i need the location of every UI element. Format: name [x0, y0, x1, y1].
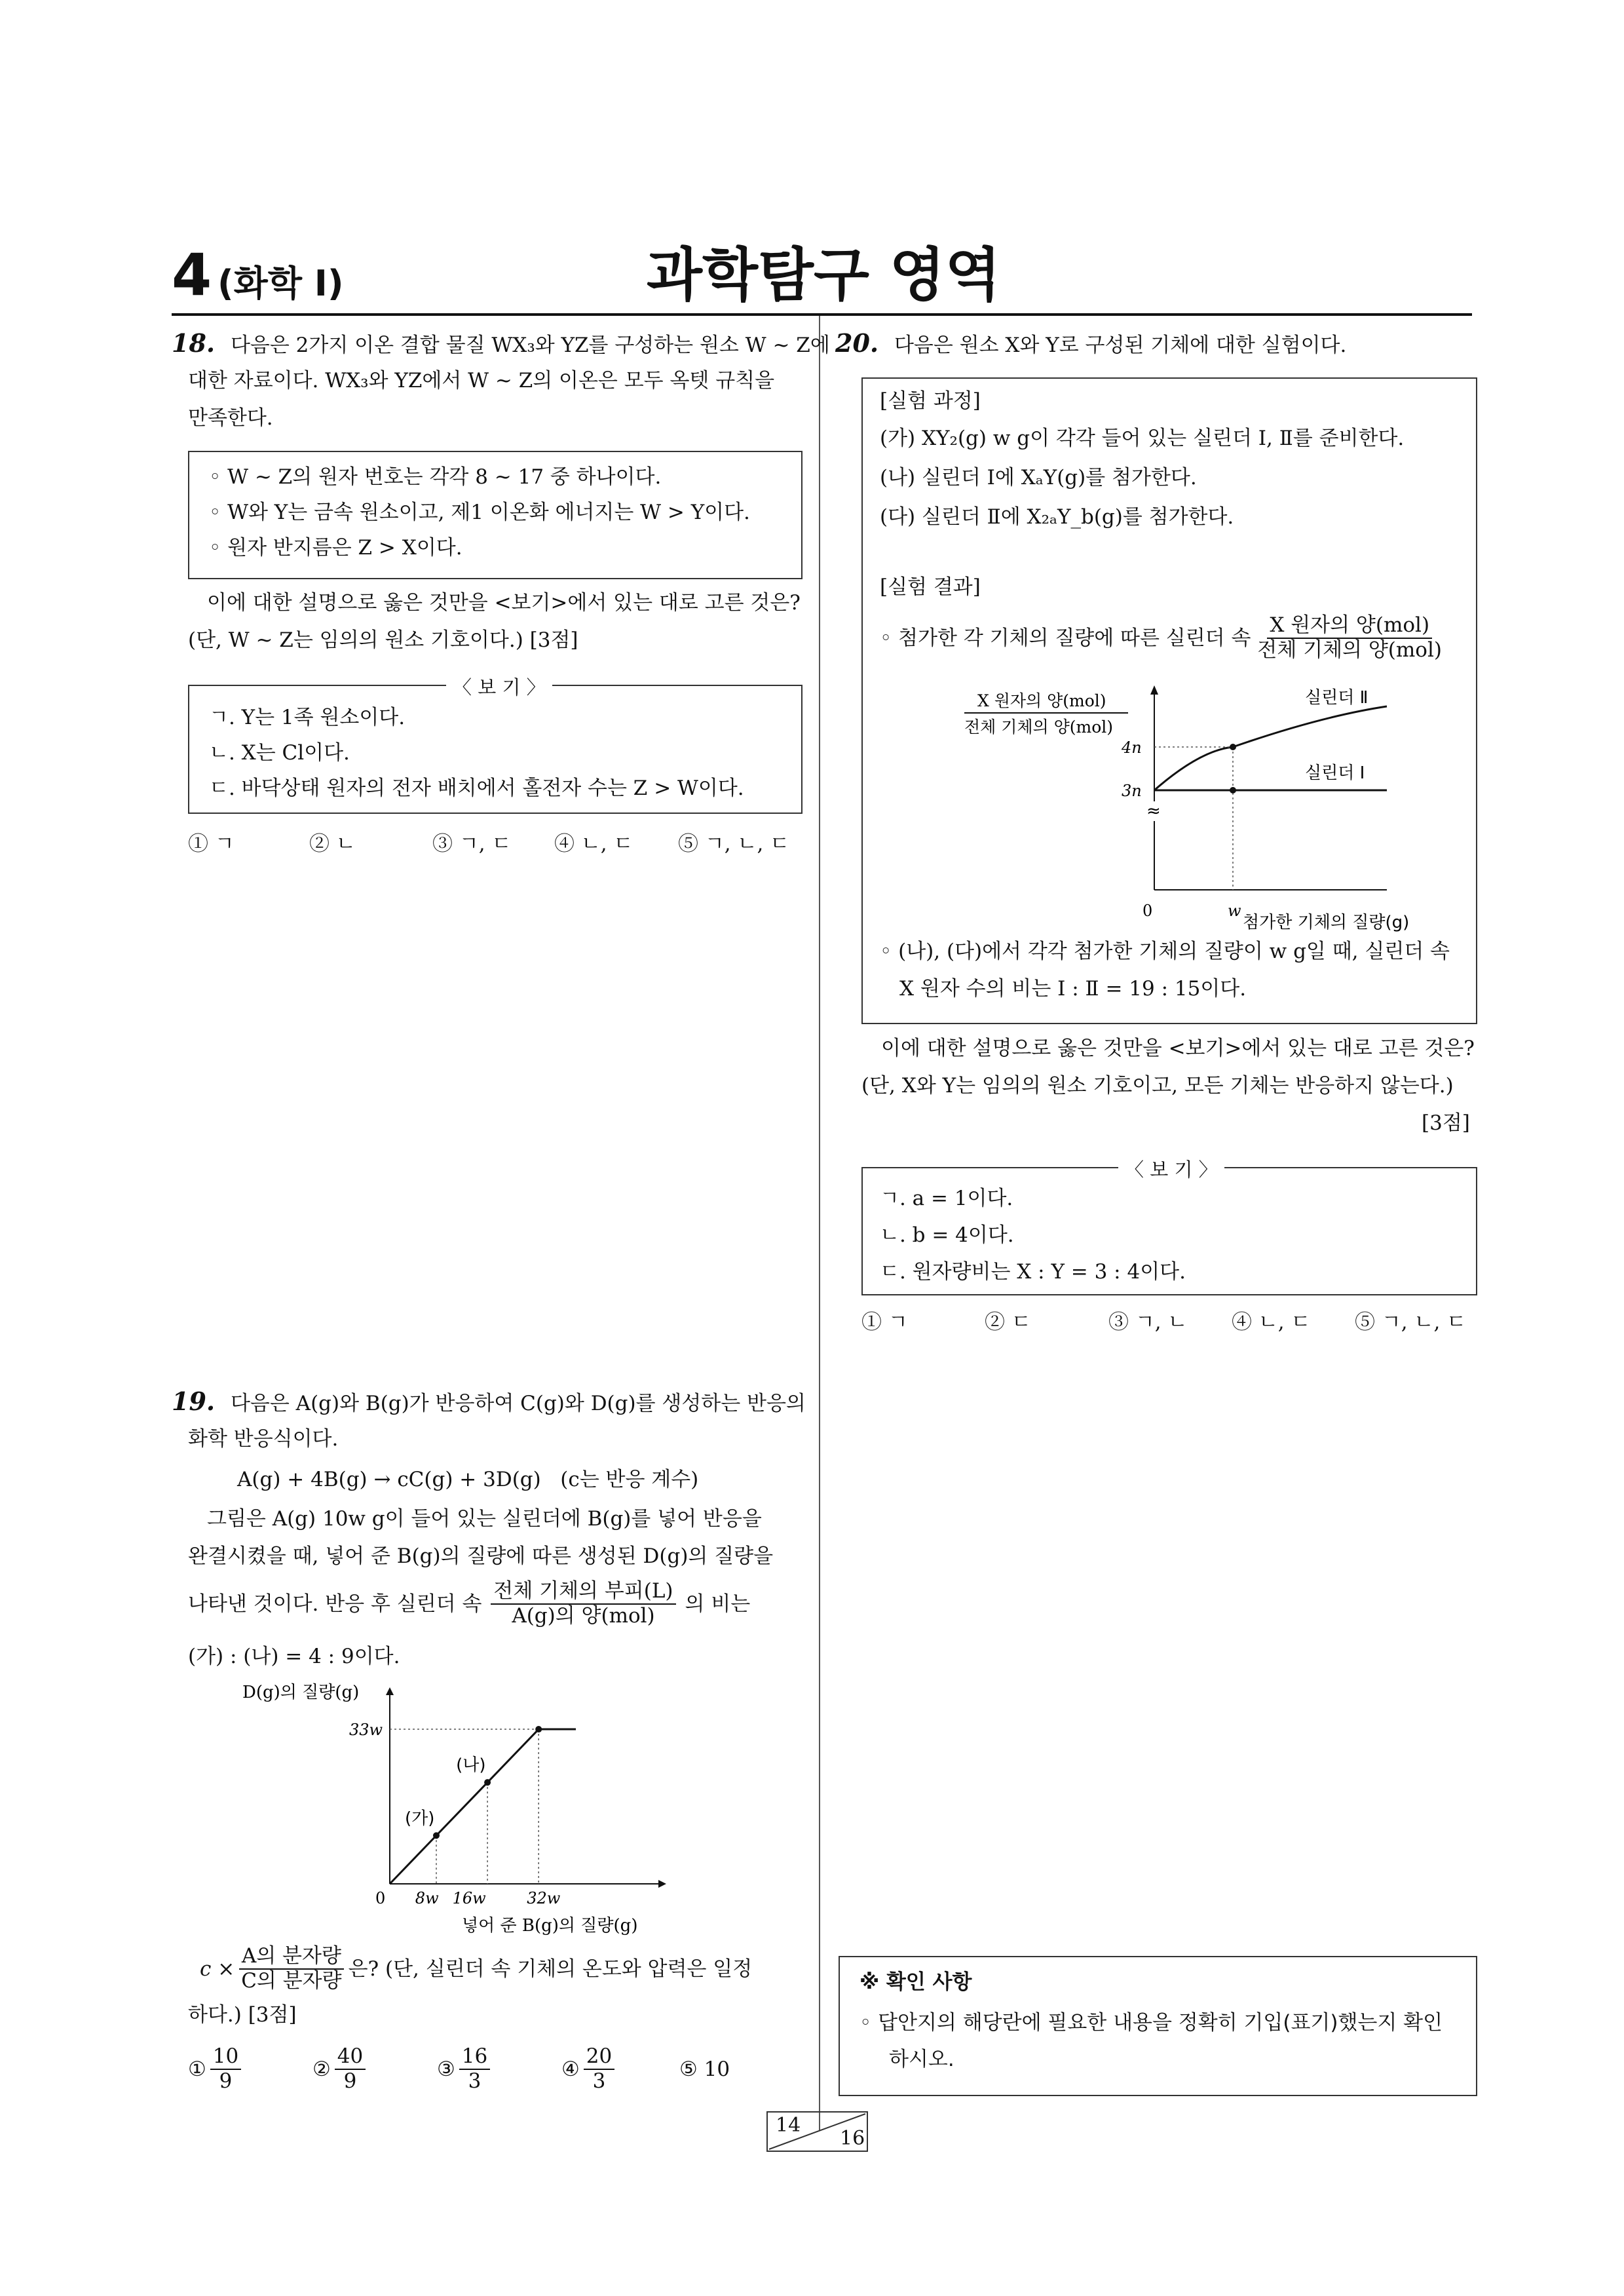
q19-ask-pre: c ×	[200, 1957, 235, 1981]
q18-question-2: (단, W ~ Z는 임의의 원소 기호이다.) [3점]	[188, 628, 578, 652]
q19-desc-2: 완결시켰을 때, 넣어 준 B(g)의 질량에 따른 생성된 D(g)의 질량을	[188, 1544, 774, 1568]
q20-proc-1: (가) XY₂(g) w g이 각각 들어 있는 실린더 Ⅰ, Ⅱ를 준비한다.	[880, 427, 1405, 450]
q20-res-2a: ◦ (나), (다)에서 각각 첨가한 기체의 질량이 w g일 때, 실린더 속	[880, 940, 1450, 963]
q20-points: [3점]	[1422, 1111, 1470, 1135]
annotation-point	[484, 1779, 491, 1786]
q20-bogi-3: ㄷ. 원자량비는 X : Y = 3 : 4이다.	[880, 1260, 1186, 1284]
x-tick-label: 16w	[452, 1889, 486, 1907]
annotation-label: (나)	[456, 1755, 486, 1776]
fraction-denominator: A(g)의 양(mol)	[512, 1604, 655, 1628]
q19-choice-4[interactable]	[561, 2045, 679, 2093]
choice-mark: ①	[188, 2057, 206, 2081]
data-line	[390, 1729, 576, 1884]
question-number: 20.	[835, 328, 879, 358]
y-axis-arrow	[1150, 685, 1158, 695]
choice-mark: ③	[437, 2057, 455, 2081]
page-title: 과학탐구 영역	[647, 241, 1001, 309]
series-label-cylinder-1: 실린더 Ⅰ	[1305, 763, 1365, 783]
fraction-numerator: 40	[335, 2045, 366, 2070]
fraction-denominator: 3	[468, 2069, 482, 2093]
q18-choice-2[interactable]: ② ㄴ	[309, 832, 356, 856]
x-tick-label: w	[1228, 902, 1241, 920]
y-tick-label: 33w	[349, 1721, 383, 1740]
q18-intro-2: 대한 자료이다. WX₃와 YZ에서 W ~ Z의 이온은 모두 옥텟 규칙을	[188, 369, 775, 392]
notice-title: ※ 확인 사항	[859, 1970, 972, 1994]
page-header	[172, 242, 1472, 315]
x-tick-label: 32w	[527, 1889, 561, 1907]
bogi-label: 〈 보 기 〉	[446, 673, 552, 700]
q19-desc-3-pre: 나타낸 것이다. 반응 후 실린더 속	[188, 1592, 482, 1616]
q20-res-1-pre: ◦ 첨가한 각 기체의 질량에 따른 실린더 속	[880, 626, 1251, 650]
q19-choice-1[interactable]	[188, 2045, 312, 2093]
q19-intro-1: 다음은 A(g)와 B(g)가 반응하여 C(g)와 D(g)를 생성하는 반응의	[230, 1392, 806, 1415]
fraction-numerator: 전체 기체의 부피(L)	[491, 1580, 675, 1605]
q20-question-2: (단, X와 Y는 임의의 원소 기호이고, 모든 기체는 반응하지 않는다.)	[861, 1074, 1454, 1098]
choice-fraction	[210, 2045, 241, 2093]
q20-bogi-1: ㄱ. a = 1이다.	[880, 1187, 1013, 1210]
origin-label: 0	[1142, 902, 1153, 920]
choice-mark: ②	[312, 2057, 331, 2081]
x-tick-label: 8w	[415, 1889, 439, 1907]
notice-box	[839, 1956, 1477, 2096]
q20-intro: 다음은 원소 X와 Y로 구성된 기체에 대한 실험이다.	[894, 334, 1347, 357]
q18-question-1: 이에 대한 설명으로 옳은 것만을 <보기>에서 있는 대로 고른 것은?	[207, 591, 801, 615]
y-axis-arrow	[386, 1687, 394, 1695]
y-axis-label-denominator: 전체 기체의 양(mol)	[964, 718, 1114, 737]
data-point-cylinder-2	[1230, 744, 1236, 750]
q19-ask-fraction	[238, 1945, 344, 1993]
question-number: 18.	[172, 328, 216, 358]
q18-data-box	[188, 451, 803, 579]
x-axis-arrow	[658, 1880, 666, 1888]
fraction-denominator: C의 분자량	[241, 1969, 342, 1993]
data-point-max	[535, 1726, 542, 1732]
axis-break-icon: ≈	[1146, 801, 1161, 821]
q18-bogi-box	[188, 676, 803, 814]
fraction-numerator: X 원자의 양(mol)	[1267, 614, 1432, 639]
q20-choice-4[interactable]: ④ ㄴ, ㄷ	[1232, 1311, 1311, 1334]
q19-desc-4: (가) : (나) = 4 : 9이다.	[188, 1645, 400, 1668]
q19-choice-3[interactable]	[437, 2045, 561, 2093]
q18-box-line-1: ◦ W ~ Z의 원자 번호는 각각 8 ~ 17 중 하나이다.	[209, 465, 662, 489]
y-tick-label: 3n	[1122, 782, 1142, 800]
q18-choice-1[interactable]: ① ㄱ	[188, 832, 235, 856]
fraction-numerator: A의 분자량	[239, 1945, 344, 1970]
fraction-denominator: 전체 기체의 양(mol)	[1257, 638, 1442, 662]
q20-res-fraction	[1255, 614, 1445, 662]
q20-proc-3: (다) 실린더 Ⅱ에 X₂ₐY_b(g)를 첨가한다.	[880, 505, 1234, 529]
q20-res-2b: X 원자 수의 비는 Ⅰ : Ⅱ = 19 : 15이다.	[899, 977, 1247, 1001]
y-tick-label: 4n	[1122, 738, 1142, 757]
q19-equation: A(g) + 4B(g) → cC(g) + 3D(g) (c는 반응 계수)	[237, 1468, 699, 1491]
x-axis-label: 첨가한 기체의 질량(g)	[1243, 913, 1410, 932]
choice-fraction	[584, 2045, 614, 2093]
q18-bogi-1: ㄱ. Y는 1족 원소이다.	[209, 706, 406, 729]
q19-choice-2[interactable]	[312, 2045, 437, 2093]
choice-mark: ④	[561, 2057, 580, 2081]
question-number: 19.	[172, 1387, 216, 1416]
fraction-denominator: 9	[343, 2069, 357, 2093]
q19-ask-post: 은? (단, 실린더 속 기체의 온도와 압력은 일정	[348, 1957, 753, 1981]
fraction-numerator: 10	[210, 2045, 241, 2070]
section-number: 4	[172, 241, 212, 309]
fraction-denominator: 3	[592, 2069, 606, 2093]
header-rule	[172, 313, 1472, 316]
fraction-numerator: 16	[459, 2045, 490, 2070]
q18-bogi-3: ㄷ. 바닥상태 원자의 전자 배치에서 홀전자 수는 Z > W이다.	[209, 776, 744, 800]
q20-experiment-box	[861, 377, 1477, 1024]
annotation-point	[433, 1832, 440, 1839]
origin-label: 0	[375, 1889, 386, 1907]
q18-choice-5[interactable]: ⑤ ㄱ, ㄴ, ㄷ	[678, 832, 790, 856]
fraction-denominator: 9	[219, 2069, 233, 2093]
notice-line-2: 하시오.	[889, 2048, 954, 2071]
q18-intro-1: 다음은 2가지 이온 결합 물질 WX₃와 YZ를 구성하는 원소 W ~ Z에	[230, 334, 830, 357]
page-number-box	[766, 2111, 868, 2152]
q19-desc-1: 그림은 A(g) 10w g이 들어 있는 실린더에 B(g)를 넣어 반응을	[207, 1507, 762, 1531]
q20-chart	[902, 674, 1426, 936]
q20-choice-5[interactable]: ⑤ ㄱ, ㄴ, ㄷ	[1355, 1311, 1467, 1334]
choice-fraction	[459, 2045, 490, 2093]
q19-desc-fraction	[491, 1580, 675, 1628]
y-axis-label: D(g)의 질량(g)	[242, 1683, 360, 1702]
q18-choice-4[interactable]: ④ ㄴ, ㄷ	[554, 832, 633, 856]
q19-choices	[188, 2037, 730, 2102]
q20-bogi-2: ㄴ. b = 4이다.	[880, 1223, 1014, 1247]
q18-intro-3: 만족한다.	[188, 406, 273, 430]
q19-ask-2: 하다.) [3점]	[188, 2003, 297, 2027]
q20-proc-2: (나) 실린더 Ⅰ에 XₐY(g)를 첨가한다.	[880, 466, 1197, 489]
q20-proc-title: [실험 과정]	[880, 389, 981, 413]
page-current: 14	[776, 2114, 801, 2137]
q18-bogi-2: ㄴ. X는 Cl이다.	[209, 741, 350, 765]
q20-bogi-box	[861, 1158, 1477, 1295]
fraction-numerator: 20	[584, 2045, 614, 2070]
q20-question-1: 이에 대한 설명으로 옳은 것만을 <보기>에서 있는 대로 고른 것은?	[881, 1037, 1475, 1060]
column-divider	[819, 316, 820, 2131]
q19-desc-3-post: 의 비는	[685, 1592, 751, 1616]
q20-res-title: [실험 결과]	[880, 575, 981, 599]
q19-choice-5[interactable]: ⑤ 10	[679, 2057, 730, 2081]
q19-intro-2: 화학 반응식이다.	[188, 1427, 339, 1451]
q20-choice-1[interactable]: ① ㄱ	[861, 1311, 908, 1334]
notice-line-1: ◦ 답안지의 해당란에 필요한 내용을 정확히 기입(표기)했는지 확인	[859, 2011, 1443, 2035]
q20-choice-3[interactable]: ③ ㄱ, ㄴ	[1108, 1311, 1188, 1334]
choice-fraction	[335, 2045, 366, 2093]
page-total: 16	[840, 2127, 865, 2150]
q18-box-line-2: ◦ W와 Y는 금속 원소이고, 제1 이온화 에너지는 W > Y이다.	[209, 501, 750, 524]
series-label-cylinder-2: 실린더 Ⅱ	[1305, 688, 1369, 708]
q19-chart	[223, 1674, 681, 1936]
q20-choice-2[interactable]: ② ㄷ	[985, 1311, 1031, 1334]
bogi-label: 〈 보 기 〉	[1118, 1155, 1224, 1182]
data-point-cylinder-1	[1230, 787, 1236, 794]
annotation-label: (가)	[405, 1808, 435, 1829]
y-axis-label-numerator: X 원자의 양(mol)	[977, 691, 1106, 710]
subject-label: (화학 Ⅰ)	[217, 263, 344, 304]
x-axis-label: 넣어 준 B(g)의 질량(g)	[462, 1916, 638, 1936]
q18-box-line-3: ◦ 원자 반지름은 Z > X이다.	[209, 536, 463, 560]
q18-choice-3[interactable]: ③ ㄱ, ㄷ	[432, 832, 512, 856]
